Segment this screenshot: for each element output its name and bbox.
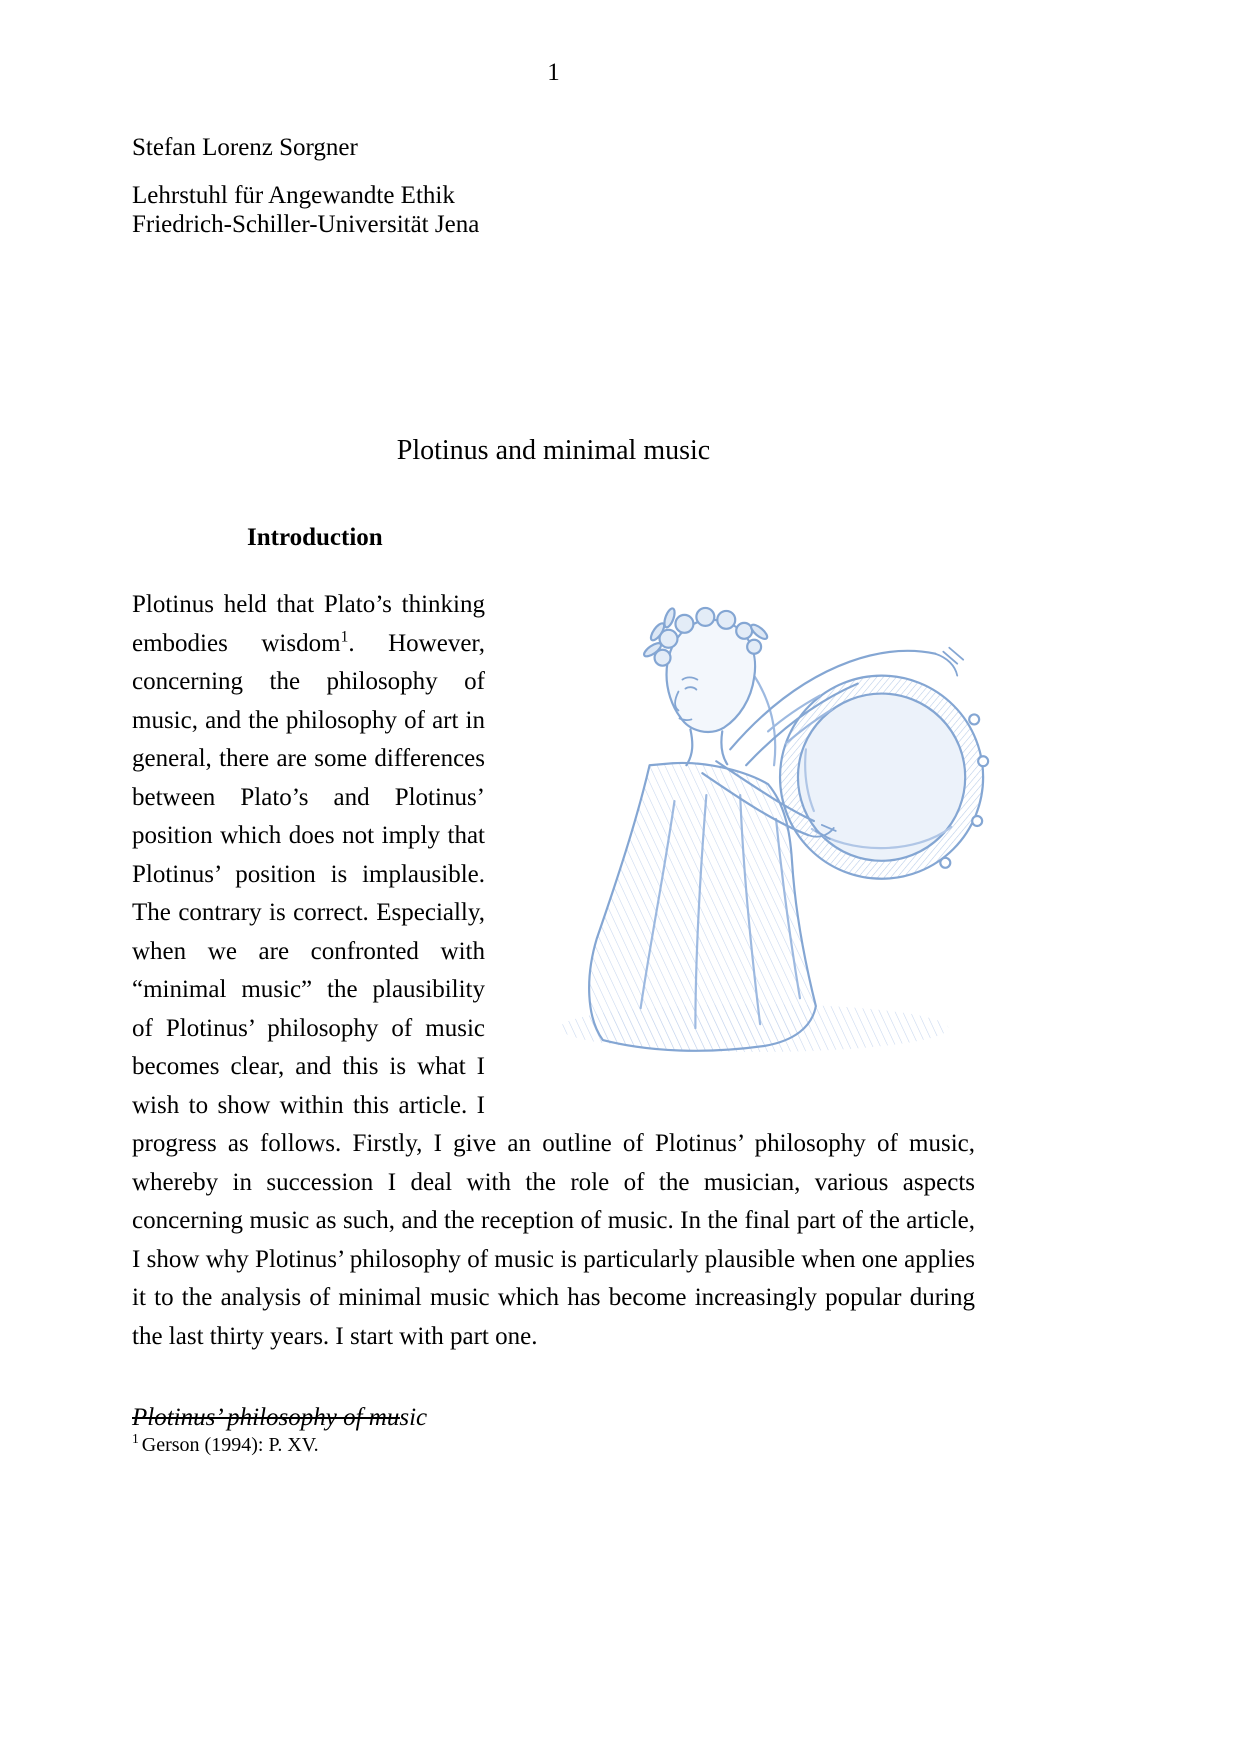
intro-paragraph [132,586,975,1356]
muse-with-tambourine-illustration [555,580,1013,1058]
page-number: 1 [547,59,560,86]
muse-engraving-figure [555,580,1013,1058]
footnote-reference-marker: 1 [340,628,349,646]
introduction-heading: Introduction [247,524,383,551]
footnote-1 [132,1433,975,1458]
paragraph-text-after-ref: . However, concerning the philosophy of music, and the philosophy of art in general, there are some differences between Plato’s and Plotinus’ position which does not imply that Plotinus’ position is implausible. The contrary is correct. Especially, when we are confronted with “minimal music” the plausibility of Plotinus’ philosophy of music becomes clear, and this is what I wish to show within this article. I progress as follows. Firstly, I give an outline of Plotinus’ philosophy of music, whereby in succession I deal with the role of the musician, various aspects concerning music as such, and the reception of music. In the final part of the article, I show why Plotinus’ philosophy of music is particularly plausible when one applies it to the analysis of minimal music which has become increasingly popular during the last thirty years. I start with part one. [132,629,975,1350]
footnote-1-marker: 1 [132,1431,139,1447]
footnote-1-text: Gerson (1994): P. XV. [141,1434,319,1456]
author-name: Stefan Lorenz Sorgner [132,134,358,161]
author-block [132,133,975,239]
affiliation-line-1: Lehrstuhl für Angewandte Ethik [132,182,455,209]
footnote-area [132,1417,975,1458]
document-title: Plotinus and minimal music [396,435,711,466]
footnote-separator-rule [132,1417,400,1419]
paragraph-text-before-ref: Plotinus held that Plato’s thinking embodies wisdom [132,591,485,657]
subheading-plotinus-philosophy: Plotinus’ philosophy of music [132,1404,428,1431]
affiliation-line-2: Friedrich-Schiller-Universität Jena [132,211,480,238]
